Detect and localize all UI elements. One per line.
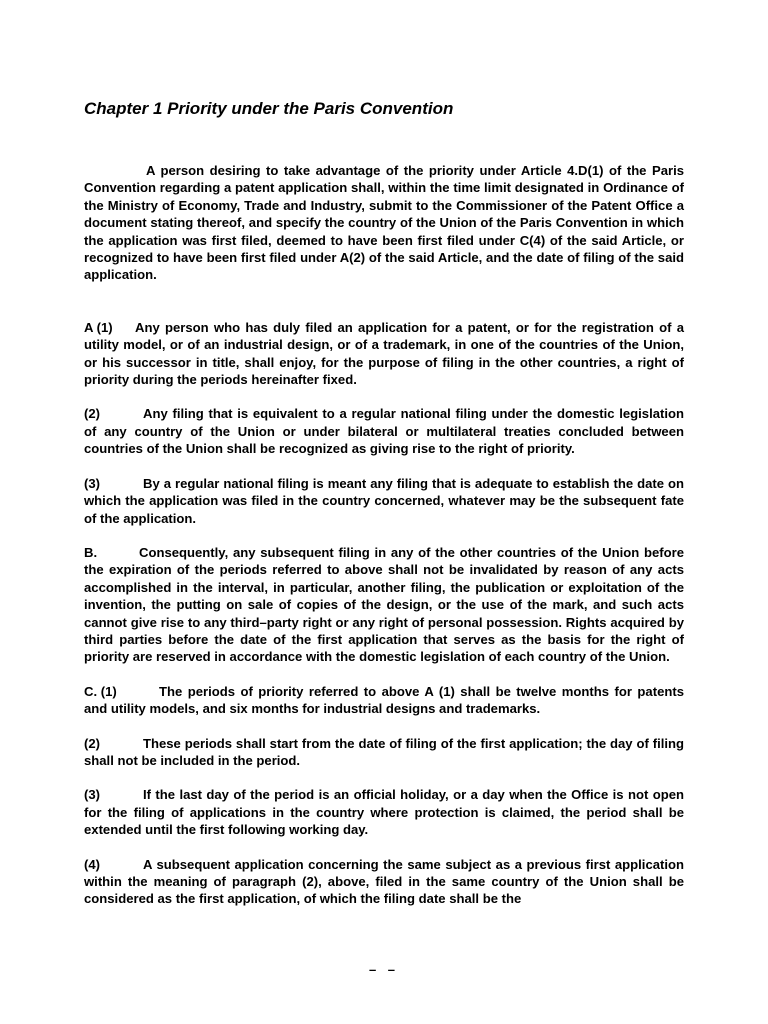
paragraph-c4	[84, 856, 684, 908]
document-page	[84, 98, 684, 908]
chapter-title: Chapter 1 Priority under the Paris Convention	[84, 99, 454, 118]
paragraph-label: (3)	[84, 787, 101, 803]
paragraph-a3	[84, 475, 684, 527]
paragraph-label: (3)	[84, 475, 101, 491]
paragraph-text: If the last day of the period is an official holiday, or a day when the Office is not open for the filing of applications in the country where protection is claimed, the period shall be extended until the first following working day.	[84, 787, 684, 838]
paragraph-b	[84, 544, 684, 666]
paragraph-a2	[84, 405, 684, 457]
paragraph-c2	[84, 735, 684, 770]
paragraph-label: (2)	[84, 406, 101, 422]
paragraph-label: (4)	[84, 856, 101, 872]
paragraph-a1	[84, 319, 684, 389]
paragraph-text: By a regular national filing is meant any filing that is adequate to establish the date on which the application was filed in the country concerned, whatever may be the subsequent fate of the application.	[84, 475, 684, 526]
intro-paragraph: A person desiring to take advantage of the priority under Article 4.D(1) of the Paris Convention regarding a patent application shall, within the time limit designated in Ordinance of the Ministry of Economy, Trade and Industry, submit to the Commissioner of the Patent Office a document stating thereof, and specify the country of the Union of the Paris Convention in which the application was first filed, deemed to have been first filed under C(4) of the said Article, or recognized to have been first filed under A(2) of the said Article, and the date of filing of the said application.	[84, 163, 684, 283]
paragraph-text: Consequently, any subsequent filing in any of the other countries of the Union before the expiration of the periods referred to above shall not be invalidated by reason of any acts accomplished in the interval, in particular, another filing, the publication or exploitation of the invention, the putting on sale of copies of the design, or the use of the mark, and such acts cannot give rise to any third–party right or any right of personal possession. Rights acquired by third parties before the date of the first application that serves as the basis for the right of priority are reserved in accordance with the domestic legislation of each country of the Union.	[84, 544, 684, 665]
paragraph-text: A subsequent application concerning the same subject as a previous first application within the meaning of paragraph (2), above, filed in the same country of the Union shall be considered as the first application, of which the filing date shall be the	[84, 856, 684, 907]
paragraph-c1	[84, 683, 684, 718]
paragraph-label: C. (1)	[84, 683, 117, 699]
paragraph-text: Any filing that is equivalent to a regular national filing under the domestic legislation of any country of the Union or under bilateral or multilateral treaties concluded between countries of the Union shall be recognized as giving rise to the right of priority.	[84, 406, 684, 457]
paragraph-c3	[84, 786, 684, 838]
paragraph-label: A (1)	[84, 319, 113, 335]
paragraph-text: Any person who has duly filed an application for a patent, or for the registration of a utility model, or of an industrial design, or of a trademark, in one of the countries of the Union, or his successor in title, shall enjoy, for the purpose of filing in the other countries, a right of priority during the periods hereinafter fixed.	[84, 319, 684, 388]
page-number: – –	[368, 962, 400, 977]
paragraph-text: These periods shall start from the date of filing of the first application; the day of filing shall not be included in the period.	[84, 735, 684, 768]
paragraph-label: (2)	[84, 735, 101, 751]
paragraph-label: B.	[84, 544, 98, 560]
paragraph-text: The periods of priority referred to above A (1) shall be twelve months for patents and utility models, and six months for industrial designs and trademarks.	[84, 683, 684, 717]
